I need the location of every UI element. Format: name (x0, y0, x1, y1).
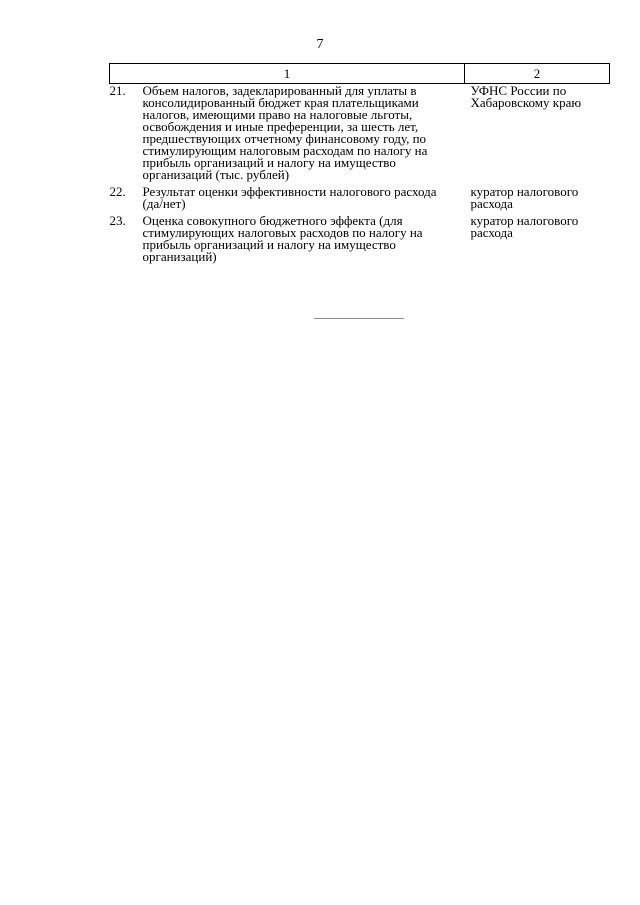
row-number: 22. (109, 184, 126, 199)
table-header-row (110, 64, 610, 84)
responsible-party: куратор налогового расхода (470, 213, 579, 240)
indicator-text: Объем налогов, задекларированный для уплаты в консолидированный бюджет края плательщиками налогов, имеющими право на налоговые льготы, освобождения и иные преференции, за шесть лет, предшествующих отчетному финансовому году, по стимулирующим налоговым расходам по налогу на прибыль организаций и налогу на имущество организаций (тыс. рублей) (142, 83, 428, 182)
row-number: 23. (109, 213, 126, 228)
indicators-table (109, 63, 610, 268)
table-row (110, 215, 610, 268)
column-header-1: 1 (110, 64, 465, 84)
table-row (110, 186, 610, 215)
column-header-2: 2 (465, 64, 610, 84)
responsible-party: УФНС России по Хабаровскому краю (470, 83, 582, 110)
indicator-text: Результат оценки эффективности налогового расхода (да/нет) (142, 184, 437, 211)
responsible-party: куратор налогового расхода (470, 184, 579, 211)
page-number: 7 (316, 37, 324, 52)
indicator-text: Оценка совокупного бюджетного эффекта (для стимулирующих налоговых расходов по налогу на прибыль организаций и налогу на имущество организаций) (142, 213, 423, 264)
table-row (110, 84, 610, 187)
row-number: 21. (109, 83, 126, 98)
end-of-document-rule (314, 318, 404, 319)
